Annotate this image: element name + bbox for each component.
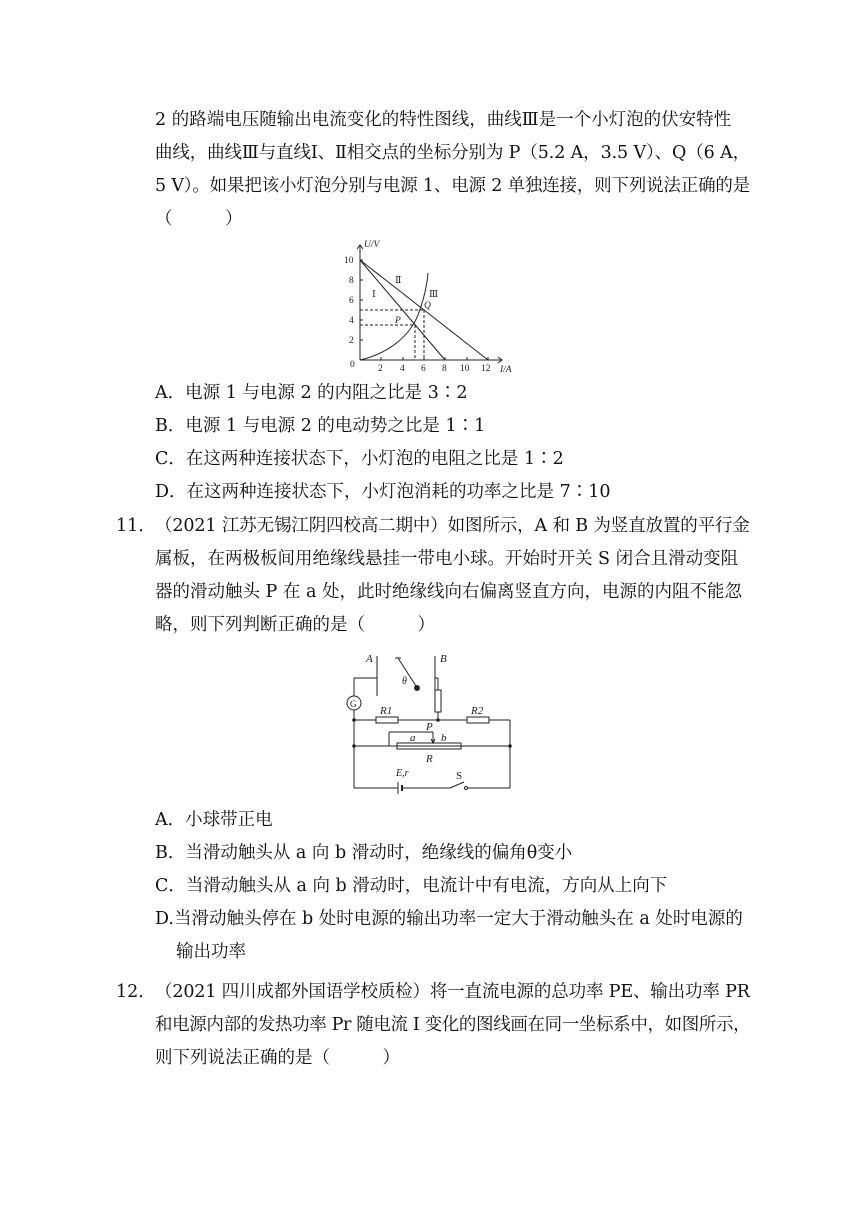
ui-graph-figure <box>340 235 520 375</box>
q11-line-3: 器的滑动触头 P 在 a 处，此时绝缘线向右偏离竖直方向，电源的内阻不能忽 <box>155 582 742 602</box>
origin-label: 0 <box>350 360 355 370</box>
q11-line-1: （2021 江苏无锡江阴四校高二期中）如图所示，A 和 B 为竖直放置的平行金 <box>155 516 750 536</box>
q12-line-1: （2021 四川成都外国语学校质检）将一直流电源的总功率 PE、输出功率 PR <box>155 982 750 1002</box>
q10-intro-line-4: （ ） <box>155 209 243 229</box>
x-tick-label: 12 <box>481 364 491 374</box>
y-tick-label: 4 <box>349 316 354 326</box>
x-tick-label: 4 <box>400 364 405 374</box>
y-tick-label: 10 <box>344 256 354 266</box>
q10-option-b: B．电源 1 与电源 2 的电动势之比是 1∶1 <box>155 416 486 436</box>
q11-option-c: C．当滑动触头从 a 向 b 滑动时，电流计中有电流，方向从上向下 <box>155 876 668 896</box>
point-label-P: P <box>395 316 401 326</box>
q11-option-d: D.当滑动触头停在 b 处时电源的输出功率一定大于滑动触头在 a 处时电源的 <box>155 909 743 929</box>
q11-option-b: B．当滑动触头从 a 向 b 滑动时，绝缘线的偏角θ变小 <box>155 843 573 863</box>
q10-intro-line-1: 2 的路端电压随输出电流变化的特性图线，曲线Ⅲ是一个小灯泡的伏安特性 <box>155 110 732 130</box>
curve-label-II: Ⅱ <box>395 276 402 286</box>
x-tick-label: 2 <box>378 364 383 374</box>
q11-line-2: 属板，在两极板间用绝缘线悬挂一带电小球。开始时开关 S 闭合且滑动变阻 <box>155 549 739 569</box>
x-tick-label: 8 <box>442 364 447 374</box>
q10-intro-line-3: 5 V）。如果把该小灯泡分别与电源 1、电源 2 单独连接，则下列说法正确的是 <box>155 176 751 196</box>
q12-line-2: 和电源内部的发热功率 Pr 随电流 I 变化的图线画在同一坐标系中，如图所示， <box>155 1015 751 1035</box>
q10-option-a: A．电源 1 与电源 2 的内阻之比是 3∶2 <box>155 383 468 403</box>
q10-option-d: D．在这两种连接状态下，小灯泡消耗的功率之比是 7∶10 <box>155 482 611 502</box>
curve-label-I: Ⅰ <box>372 290 376 300</box>
y-tick-label: 8 <box>349 276 354 286</box>
y-axis-label: U/V <box>364 240 380 250</box>
q12-line-3: 则下列说法正确的是（ ） <box>155 1048 400 1068</box>
x-tick-label: 10 <box>460 364 470 374</box>
q11-line-4: 略，则下列判断正确的是（ ） <box>155 615 435 635</box>
curve-label-III: Ⅲ <box>429 290 439 300</box>
rheostat-label-R: R <box>426 753 433 765</box>
q12-number: 12． <box>116 982 156 1002</box>
x-axis-label: I/A <box>500 365 512 375</box>
plate-label-B: B <box>440 653 447 665</box>
q10-option-c: C．在这两种连接状态下，小灯泡的电阻之比是 1∶2 <box>155 449 564 469</box>
q11-option-d-cont: 输出功率 <box>176 942 246 962</box>
slider-label-b: b <box>441 732 447 744</box>
plate-label-A: A <box>366 653 373 665</box>
circuit-figure <box>340 648 520 798</box>
resistor-label-R1: R1 <box>380 705 393 717</box>
slider-label-P: P <box>426 721 433 733</box>
resistor-label-R2: R2 <box>471 705 484 717</box>
q11-number: 11． <box>116 516 156 536</box>
x-tick-label: 6 <box>421 364 426 374</box>
q10-intro-line-2: 曲线，曲线Ⅲ与直线Ⅰ、Ⅱ相交点的坐标分别为 P（5.2 A，3.5 V）、Q（6 A， <box>155 143 751 163</box>
angle-label: θ <box>402 676 407 687</box>
point-label-Q: Q <box>424 301 431 311</box>
switch-label: S <box>456 770 463 782</box>
q11-option-a: A．小球带正电 <box>155 810 273 830</box>
y-tick-label: 2 <box>349 336 354 346</box>
slider-label-a: a <box>410 732 416 744</box>
galvanometer-label: G <box>350 699 357 709</box>
battery-label: E,r <box>396 768 409 779</box>
y-tick-label: 6 <box>349 296 354 306</box>
